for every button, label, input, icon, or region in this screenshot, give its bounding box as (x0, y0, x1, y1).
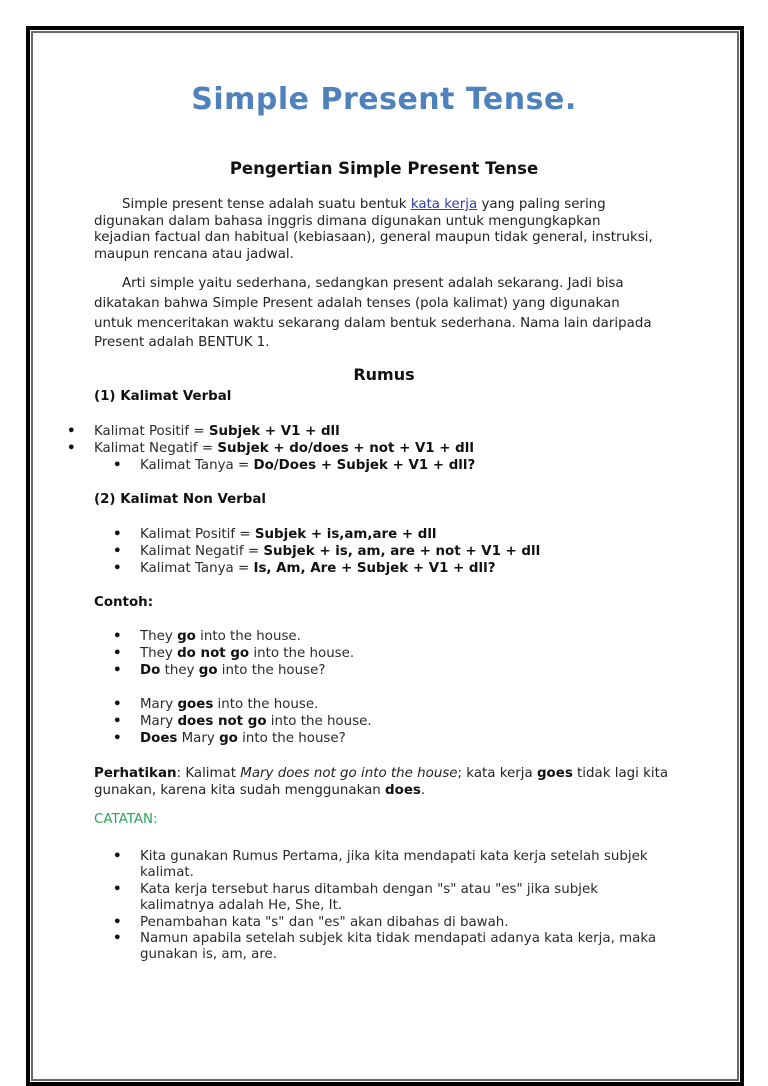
rumus-heading: Rumus (353, 365, 415, 384)
section-heading: Pengertian Simple Present Tense (229, 159, 539, 178)
bullet-icon: • (113, 629, 122, 644)
list-item: • Kita gunakan Rumus Pertama, jika kita mendapati kata kerja setelah subjek kalimat. (113, 849, 648, 881)
formula: Subjek + is,am,are + dll (254, 527, 437, 542)
paragraph-text: Arti simple yaitu sederhana, sedangkan present adalah sekarang. Jadi bisa dikatakan bahwa Simple Present adalah tenses (pola kalimat) yang digunakan untuk menceritakan waktu sekarang dalam bentuk sederhana. Nama lain daripada Present adalah BENTUK 1. (94, 276, 652, 351)
verbal-formula-list (67, 424, 476, 475)
list-item: • Kalimat Positif = Subjek + is,am,are + dll (113, 527, 437, 542)
bullet-icon: • (113, 914, 122, 930)
paragraph-text: yang paling sering digunakan dalam bahasa inggris dimana digunakan untuk mengungkapkan kejadian factual dan habitual (kebiasaan), general maupun tidak general, instruksi, maupun rencana atau jadwal. (94, 197, 653, 262)
example-list-they (113, 629, 355, 680)
bullet-icon: • (113, 527, 122, 542)
contoh-heading: Contoh: (94, 595, 154, 610)
formula: Subjek + V1 + dll (208, 424, 340, 439)
paragraph-text: Simple present tense adalah suatu bentuk (122, 197, 411, 212)
list-item: • Penambahan kata "s" dan "es" akan dibahas di bawah. (113, 914, 509, 930)
list-item: • Mary goes into the house. (113, 697, 319, 712)
bullet-icon: • (113, 881, 122, 897)
list-item: • Kalimat Tanya = Is, Am, Are + Subjek + V1 + dll? (113, 561, 496, 576)
list-item: • Kalimat Positif = Subjek + V1 + dll (67, 424, 340, 439)
bullet-icon: • (113, 697, 122, 712)
formula: Is, Am, Are + Subjek + V1 + dll? (253, 561, 496, 576)
formula: Subjek + do/does + not + V1 + dll (217, 441, 474, 456)
bullet-icon: • (113, 714, 122, 729)
bullet-icon: • (113, 646, 122, 661)
bullet-icon: • (113, 731, 122, 746)
bullet-icon: • (113, 931, 122, 947)
bullet-icon: • (67, 441, 76, 456)
non-verbal-formula-list (113, 527, 541, 578)
verbal-heading: (1) Kalimat Verbal (94, 389, 232, 404)
perhatikan-note: Perhatikan: Kalimat Mary does not go into the house; kata kerja goes tidak lagi kita gunakan, karena kita sudah menggunakan does. (94, 766, 669, 798)
list-item: • Kalimat Negatif = Subjek + do/does + not + V1 + dll (67, 441, 474, 456)
bullet-icon: • (113, 544, 122, 559)
bullet-icon: • (113, 458, 122, 473)
list-item: • Kalimat Negatif = Subjek + is, am, are + not + V1 + dll (113, 544, 541, 559)
list-item: • Does Mary go into the house? (113, 731, 346, 746)
example-list-mary (113, 697, 372, 748)
formula: Subjek + is, am, are + not + V1 + dll (263, 544, 541, 559)
list-item: • They do not go into the house. (113, 646, 355, 661)
list-item: • Kalimat Tanya = Do/Does + Subjek + V1 + dll? (113, 458, 476, 473)
bullet-icon: • (67, 424, 76, 439)
non-verbal-heading: (2) Kalimat Non Verbal (94, 492, 266, 507)
catatan-list (113, 849, 670, 964)
catatan-heading: CATATAN: (94, 812, 158, 827)
paragraph-meaning (94, 274, 654, 353)
list-item: • Namun apabila setelah subjek kita tidak mendapati adanya kata kerja, maka gunakan is, am, are. (113, 931, 657, 963)
bullet-icon: • (113, 561, 122, 576)
document-title: Simple Present Tense. (191, 82, 577, 117)
paragraph-definition (94, 197, 654, 263)
bullet-icon: • (113, 849, 122, 864)
formula: Do/Does + Subjek + V1 + dll? (253, 458, 476, 473)
list-item: • They go into the house. (113, 629, 301, 644)
list-item: • Do they go into the house? (113, 663, 326, 678)
bullet-icon: • (113, 663, 122, 678)
list-item: • Mary does not go into the house. (113, 714, 372, 729)
kata-kerja-link[interactable]: kata kerja (410, 197, 478, 212)
list-item: • Kata kerja tersebut harus ditambah dengan "s" atau "es" jika subjek kalimatnya adalah He, She, It. (113, 881, 598, 914)
